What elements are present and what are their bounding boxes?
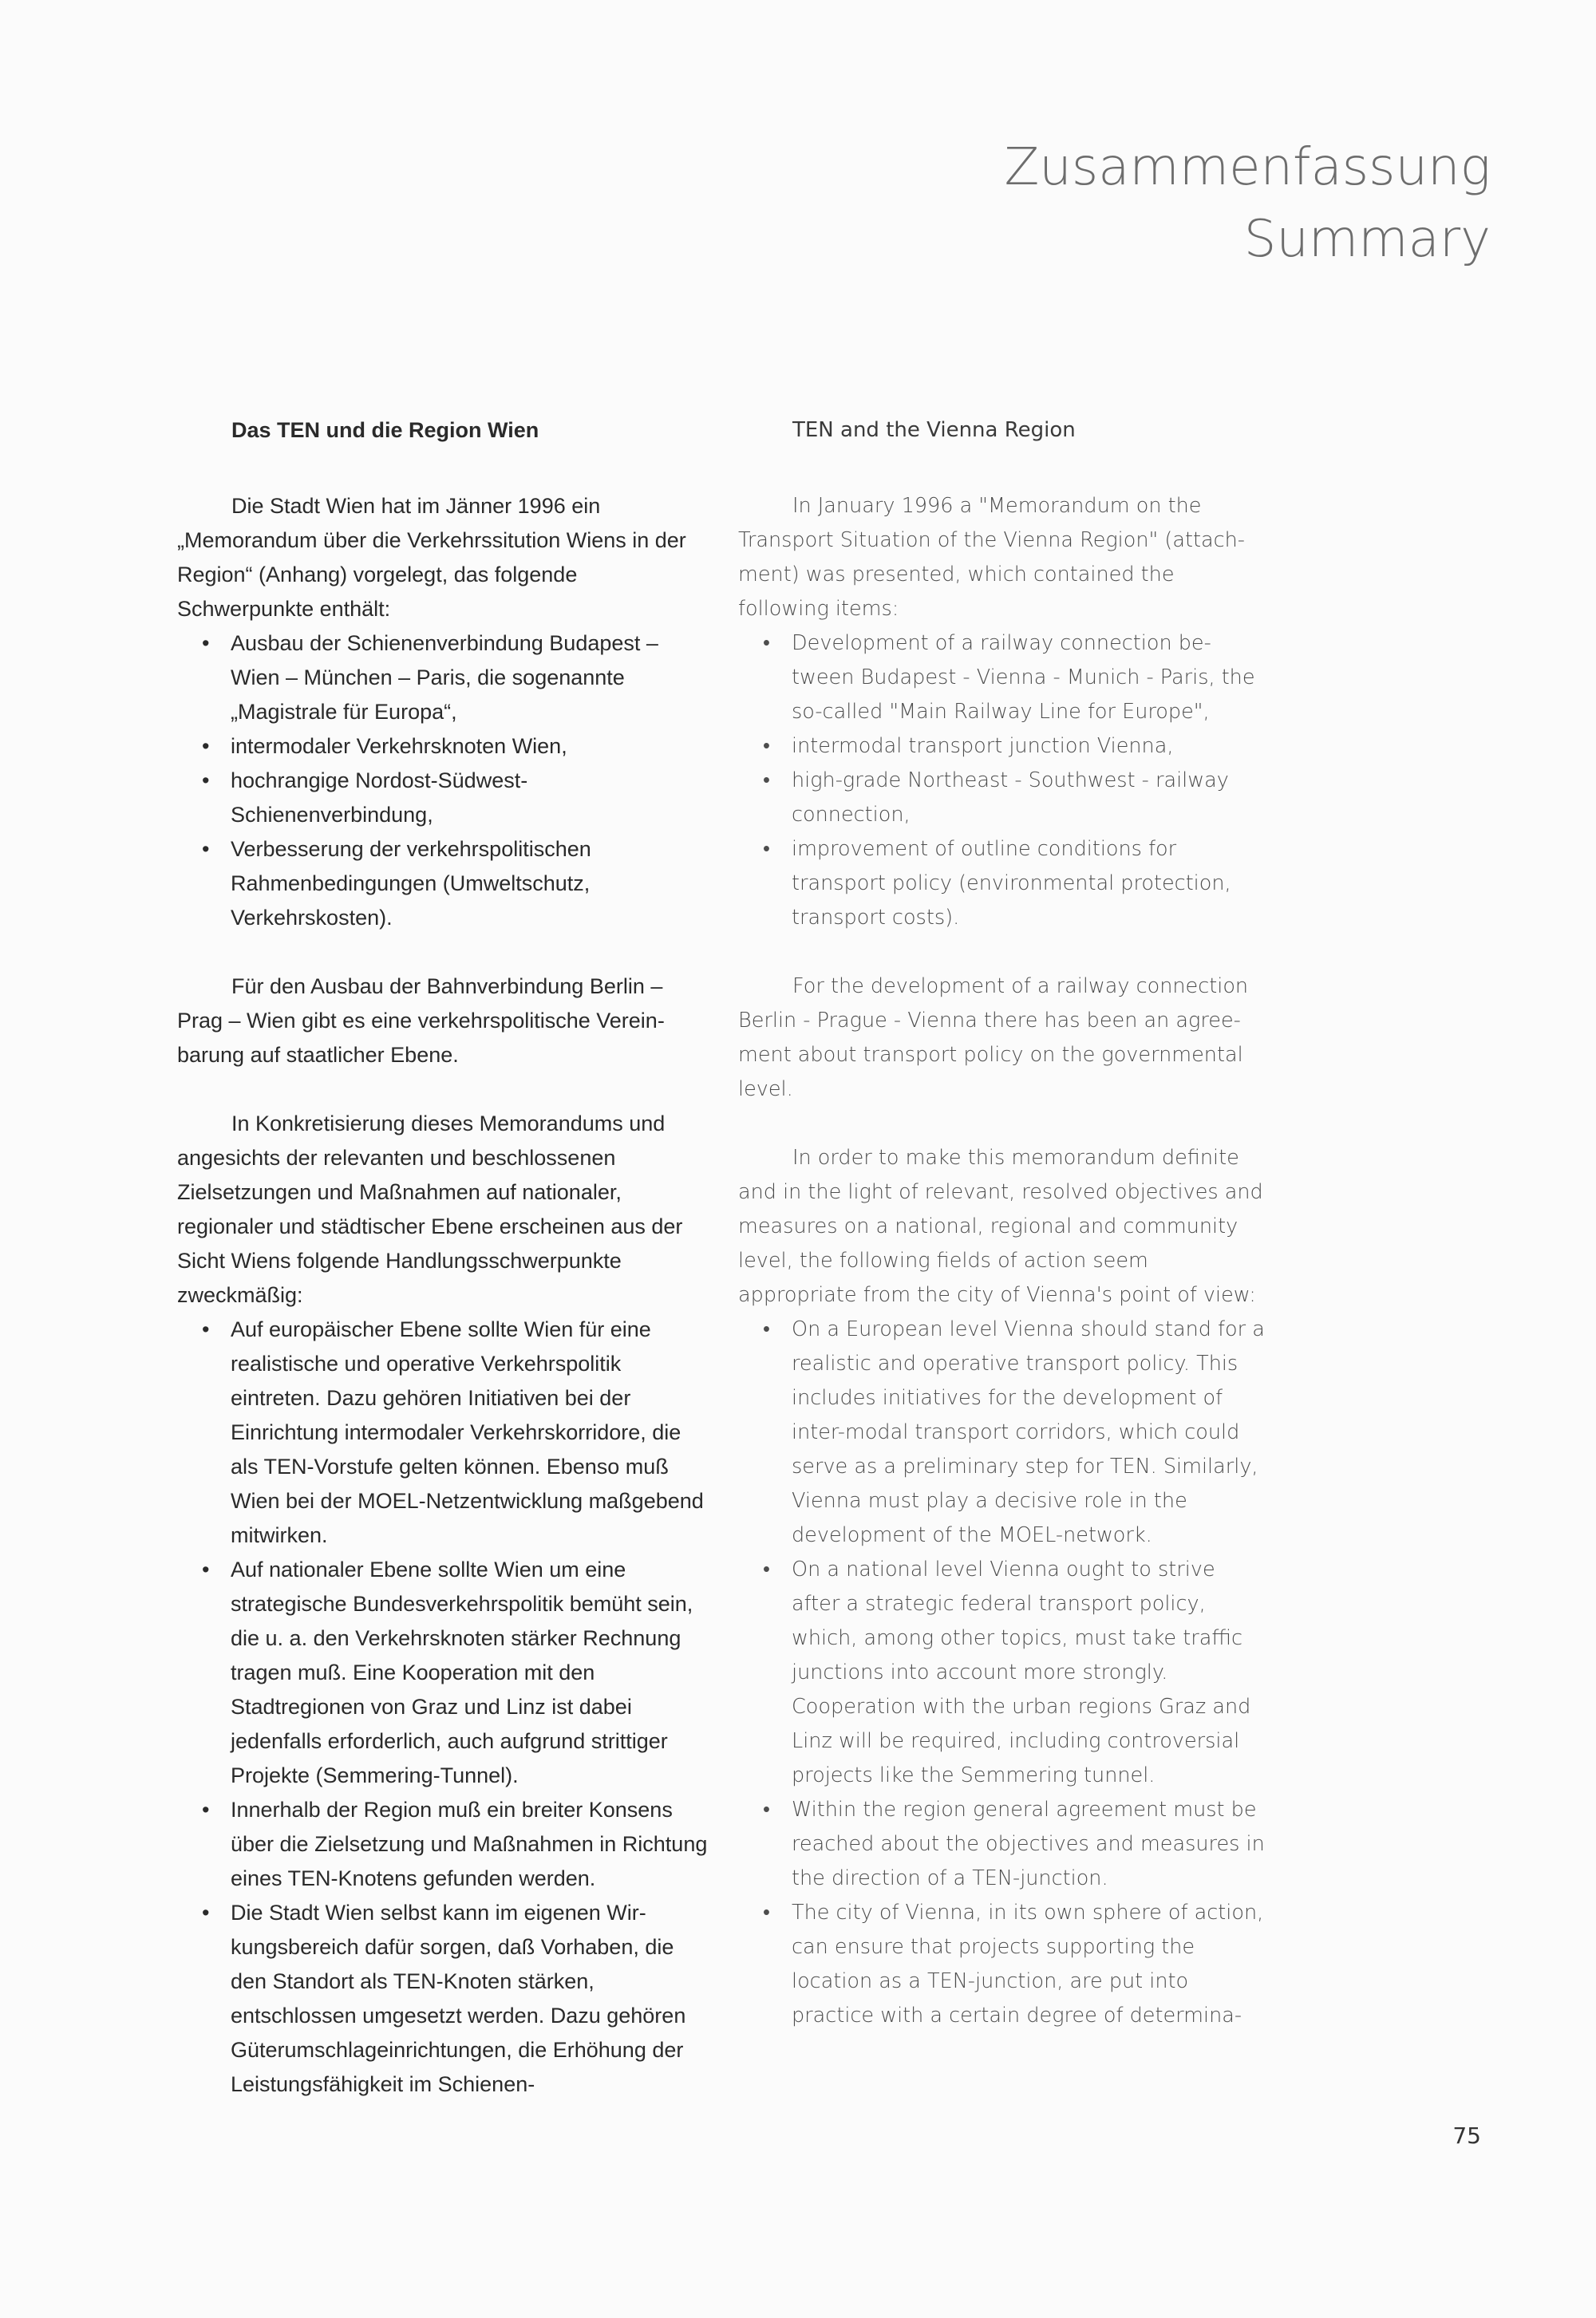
german-priorities-list [177, 626, 710, 935]
english-railway-paragraph: For the development of a railway connection Berlin - Prague - Vienna there has been an agreement about transport policy on the governmental level. [738, 974, 1249, 1101]
german-heading: Das TEN und die Region Wien [231, 418, 539, 442]
list-item: • Die Stadt Wien selbst kann im eigenen Wirkungsbereich dafür sorgen, daß Vorhaben, die den Standort als TEN-Knoten stärken, entschlossen umgesetzt werden. Dazu gehören Güterumschlageinrichtungen, die Erhöhung der Leistungsfähigkeit im Schienen- [231, 1896, 710, 2102]
list-item: • On a national level Vienna ought to strive after a strategic federal transport policy, which, among other topics, must take traffic junctions into account more strongly. Cooperation with the urban regions Graz and Linz will be required, including controversial projects like the Semmering tunnel. [792, 1553, 1265, 1793]
english-column [738, 413, 1265, 2033]
list-item: • intermodal transport junction Vienna, [792, 729, 1265, 764]
page-title [1004, 132, 1491, 275]
english-memorandum-paragraph: In order to make this memorandum definite and in the light of relevant, resolved objectives and measures on a national, regional and community level, the following fields of action seem appropriate from the city of Vienna's point of view: [738, 1146, 1263, 1307]
list-item: • improvement of outline conditions for transport policy (environmental protection, transport costs). [792, 832, 1265, 935]
english-intro-paragraph: In January 1996 a "Memorandum on the Transport Situation of the Vienna Region" (attachment) was presented, which contained the following items: [738, 494, 1245, 621]
list-item: • Verbesserung der verkehrspolitischen Rahmenbedingungen (Umweltschutz, Verkehrskosten). [231, 832, 710, 935]
list-item: • Auf europäischer Ebene sollte Wien für eine realistische und operative Verkehrspolitik eintreten. Dazu gehören Initiativen bei der Einrichtung intermodaler Verkehrskorridore, die als TEN-Vorstufe gelten können. Ebenso muß Wien bei der MOEL-Netzentwicklung maßgebend mitwirken. [231, 1313, 710, 1553]
page-number: 75 [1452, 2123, 1481, 2149]
list-item: • high-grade Northeast - Southwest - railway connection, [792, 764, 1265, 832]
list-item: • Within the region general agreement must be reached about the objectives and measures in the direction of a TEN-junction. [792, 1793, 1265, 1896]
list-item: • Development of a railway connection between Budapest - Vienna - Munich - Paris, the so-called "Main Railway Line for Europe", [792, 626, 1265, 729]
title-english: Summary [1243, 210, 1491, 269]
german-column [177, 413, 710, 2102]
list-item: • Ausbau der Schienenverbindung Budapest – Wien – München – Paris, die sogenannte „Magistrale für Europa“, [231, 626, 710, 729]
german-memorandum-paragraph: In Konkretisierung dieses Memorandums und angesichts der relevanten und beschlossenen Zielsetzungen und Maßnahmen auf nationaler, regionaler und städtischer Ebene erscheinen aus der Sicht Wiens folgende Handlungsschwerpunkte zweckmäßig: [177, 1112, 683, 1307]
list-item: • hochrangige Nordost-Südwest-Schienenverbindung, [231, 764, 710, 832]
title-german: Zusammenfassung [1004, 138, 1491, 197]
english-actions-list [738, 1313, 1265, 2033]
english-heading: TEN and the Vienna Region [792, 418, 1076, 442]
list-item: • On a European level Vienna should stand for a realistic and operative transport policy. This includes initiatives for the development of inter-modal transport corridors, which could serve as a preliminary step for TEN. Similarly, Vienna must play a decisive role in the development of the MOEL-network. [792, 1313, 1265, 1553]
german-actions-list [177, 1313, 710, 2102]
list-item: • intermodaler Verkehrsknoten Wien, [231, 729, 710, 764]
list-item: • The city of Vienna, in its own sphere of action, can ensure that projects supporting the location as a TEN-junction, are put into practice with a certain degree of determina- [792, 1896, 1265, 2033]
english-priorities-list [738, 626, 1265, 935]
list-item: • Auf nationaler Ebene sollte Wien um eine strategische Bundesverkehrspolitik bemüht sein, die u. a. den Verkehrsknoten stärker Rechnung tragen muß. Eine Kooperation mit den Stadtregionen von Graz und Linz ist dabei jedenfalls erforderlich, auch aufgrund strittiger Projekte (Semmering-Tunnel). [231, 1553, 710, 1793]
german-intro-paragraph: Die Stadt Wien hat im Jänner 1996 ein „Memorandum über die Verkehrssitution Wiens in der Region“ (Anhang) vorgelegt, das folgende Schwerpunkte enthält: [177, 494, 686, 621]
list-item: • Innerhalb der Region muß ein breiter Konsens über die Zielsetzung und Maßnahmen in Richtung eines TEN-Knotens gefunden werden. [231, 1793, 710, 1896]
german-railway-paragraph: Für den Ausbau der Bahnverbindung Berlin – Prag – Wien gibt es eine verkehrspolitische Vereinbarung auf staatlicher Ebene. [177, 974, 665, 1067]
